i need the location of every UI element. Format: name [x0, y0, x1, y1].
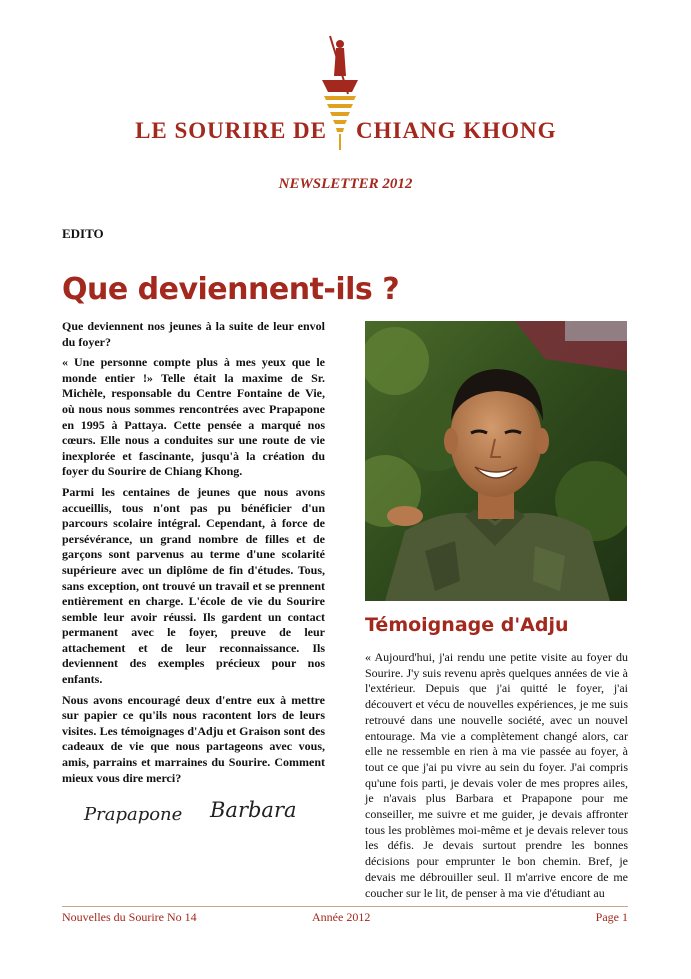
testimony-paragraph: « Aujourd'hui, j'ai rendu une petite visite au foyer du Sourire. J'y suis revenu après quelques années de vie à l'extérieur. Depuis que j'ai quitté le foyer, j'ai découvert et vécu de nouvelles expériences, je me suis retrouvé dans une nouvelle société, avec un nouvel entourage. Ma vie a complètement changé alors, car elle ne ressemble en rien à ma vie passée au foyer, à tout ce que j'ai pu vivre au sein du foyer. J'ai compris qu'une fois parti, je devais voler de mes propres ailes, je n'avais plus Barbara et Prapapone pour me conseiller, me suivre et me guider, je devais affronter tous les problèmes moi-même et je devais relever tous les défis. Je devais surtout prendre les bonnes décisions pour emprunter le bon chemin. Bref, je devais me débrouiller seul. Il m'arrive encore de me coucher sur le lit, de penser à ma vie d'étudiant au: [365, 650, 628, 900]
footer-divider: [62, 906, 628, 907]
portrait-photo: [365, 321, 627, 601]
footer-page-number: Page 1: [595, 910, 628, 924]
edito-paragraph: « Une personne compte plus à mes yeux que le monde entier !» Telle était la maxime de Sr. Michèle, responsable du Centre Fontaine de Vie, où nous nous sommes rencontrées avec Prapapone en 1995 à Pattaya. Cette pensée a marqué nos cœurs. Elle nous a conduites sur une route de vie inexplorée et fascinante, jusqu'à la création du foyer du Sourire de Chiang Khong.: [62, 355, 325, 479]
testimony-body: [365, 650, 628, 901]
testimony-title: Témoignage d'Adju: [365, 614, 569, 636]
signature-barbara: Barbara: [210, 798, 297, 822]
edito-paragraph: Parmi les centaines de jeunes que nous avons accueillis, tous n'ont pas pu bénéficier d'un parcours scolaire intégral. Cependant, à force de persévérance, un grand nombre de filles et de garçons sont parvenus au terme d'une scolarité supérieure avec un diplôme de fin d'études. Tous, sans exception, ont trouvé un travail et se prennent entièrement en charge. L'école de vie du Sourire semble leur avoir réussi. Ils gardent un contact permanent avec le foyer, preuve de leur attachement et de leur reconnaissance. Ils deviennent des exemples précieux pour nos enfants.: [62, 484, 325, 687]
logo: [0, 30, 691, 160]
edito-paragraph: Que deviennent nos jeunes à la suite de leur envol du foyer?: [62, 319, 325, 349]
page-title: Que deviennent-ils ?: [62, 272, 400, 307]
logo-text-left: LE SOURIRE DE: [135, 118, 327, 143]
footer-year: Année 2012: [312, 910, 371, 924]
section-label: EDITO: [62, 226, 104, 241]
logo-text-right: CHIANG KHONG: [356, 118, 557, 143]
footer-publication: Nouvelles du Sourire No 14: [62, 910, 197, 924]
edito-body: [62, 319, 325, 791]
newsletter-title: NEWSLETTER 2012: [278, 176, 413, 192]
edito-paragraph: Nous avons encouragé deux d'entre eux à mettre sur papier ce qu'ils nous racontent lors de leurs visites. Les témoignages d'Adju et Graison sont des cadeaux de vie que nous partageons avec vous, amis, parrains et marraines du Sourire. Comment mieux vous dire merci?: [62, 692, 325, 785]
signature-prapapone: Prapapone: [84, 804, 183, 825]
signatures: [80, 788, 320, 848]
